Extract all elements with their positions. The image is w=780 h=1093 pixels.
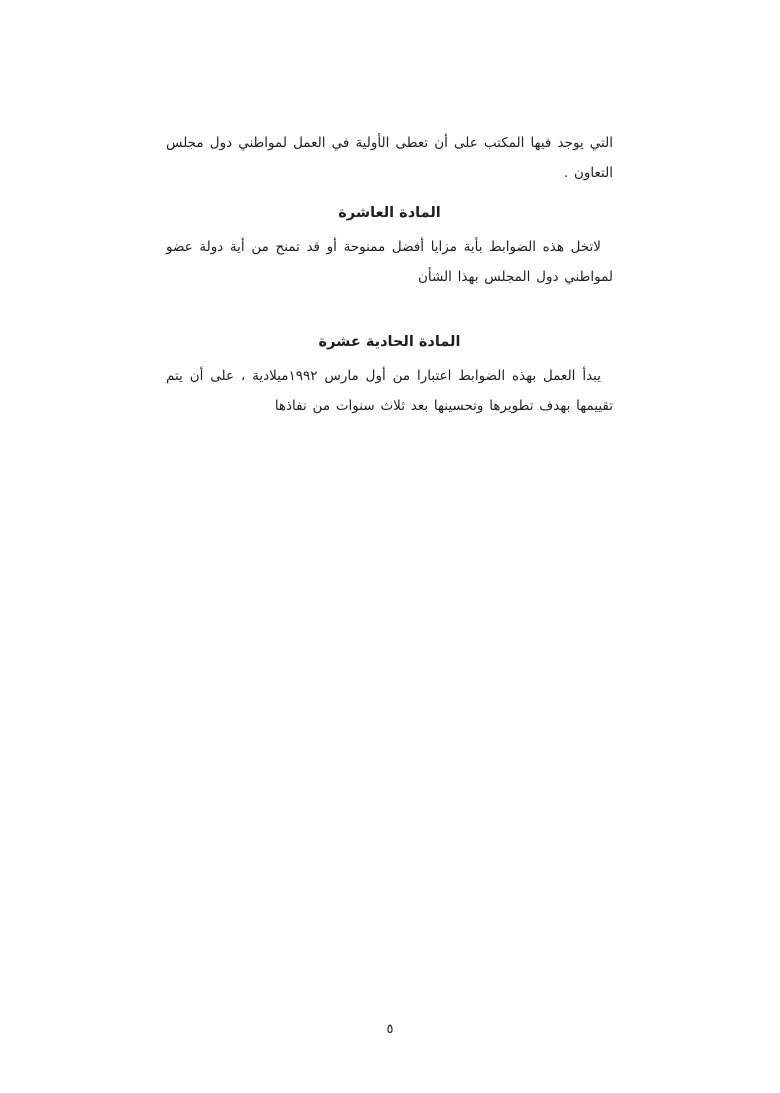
intro-paragraph: التي يوجد فيها المكتب على أن تعطى الأولية في العمل لمواطني دول مجلس التعاون .: [166, 135, 613, 181]
page-number: ٥: [386, 1022, 394, 1037]
article-eleven-heading: المادة الحادية عشرة: [318, 334, 461, 350]
article-eleven-body: يبدأ العمل بهذه الضوابط اعتبارا من أول مارس ١٩٩٢ميلادية ، على أن يتم تقييمها بهدف تطويرها وتحسينها بعد ثلاث سنوات من نفاذها: [166, 368, 613, 414]
article-ten-body: لاتخل هذه الضوابط بأية مزايا أفضل ممنوحة أو قد تمنح من أية دولة عضو لمواطني دول المجلس بهذا الشأن: [166, 239, 613, 285]
text-column: [166, 128, 613, 421]
article-ten-heading: المادة العاشرة: [338, 205, 441, 221]
